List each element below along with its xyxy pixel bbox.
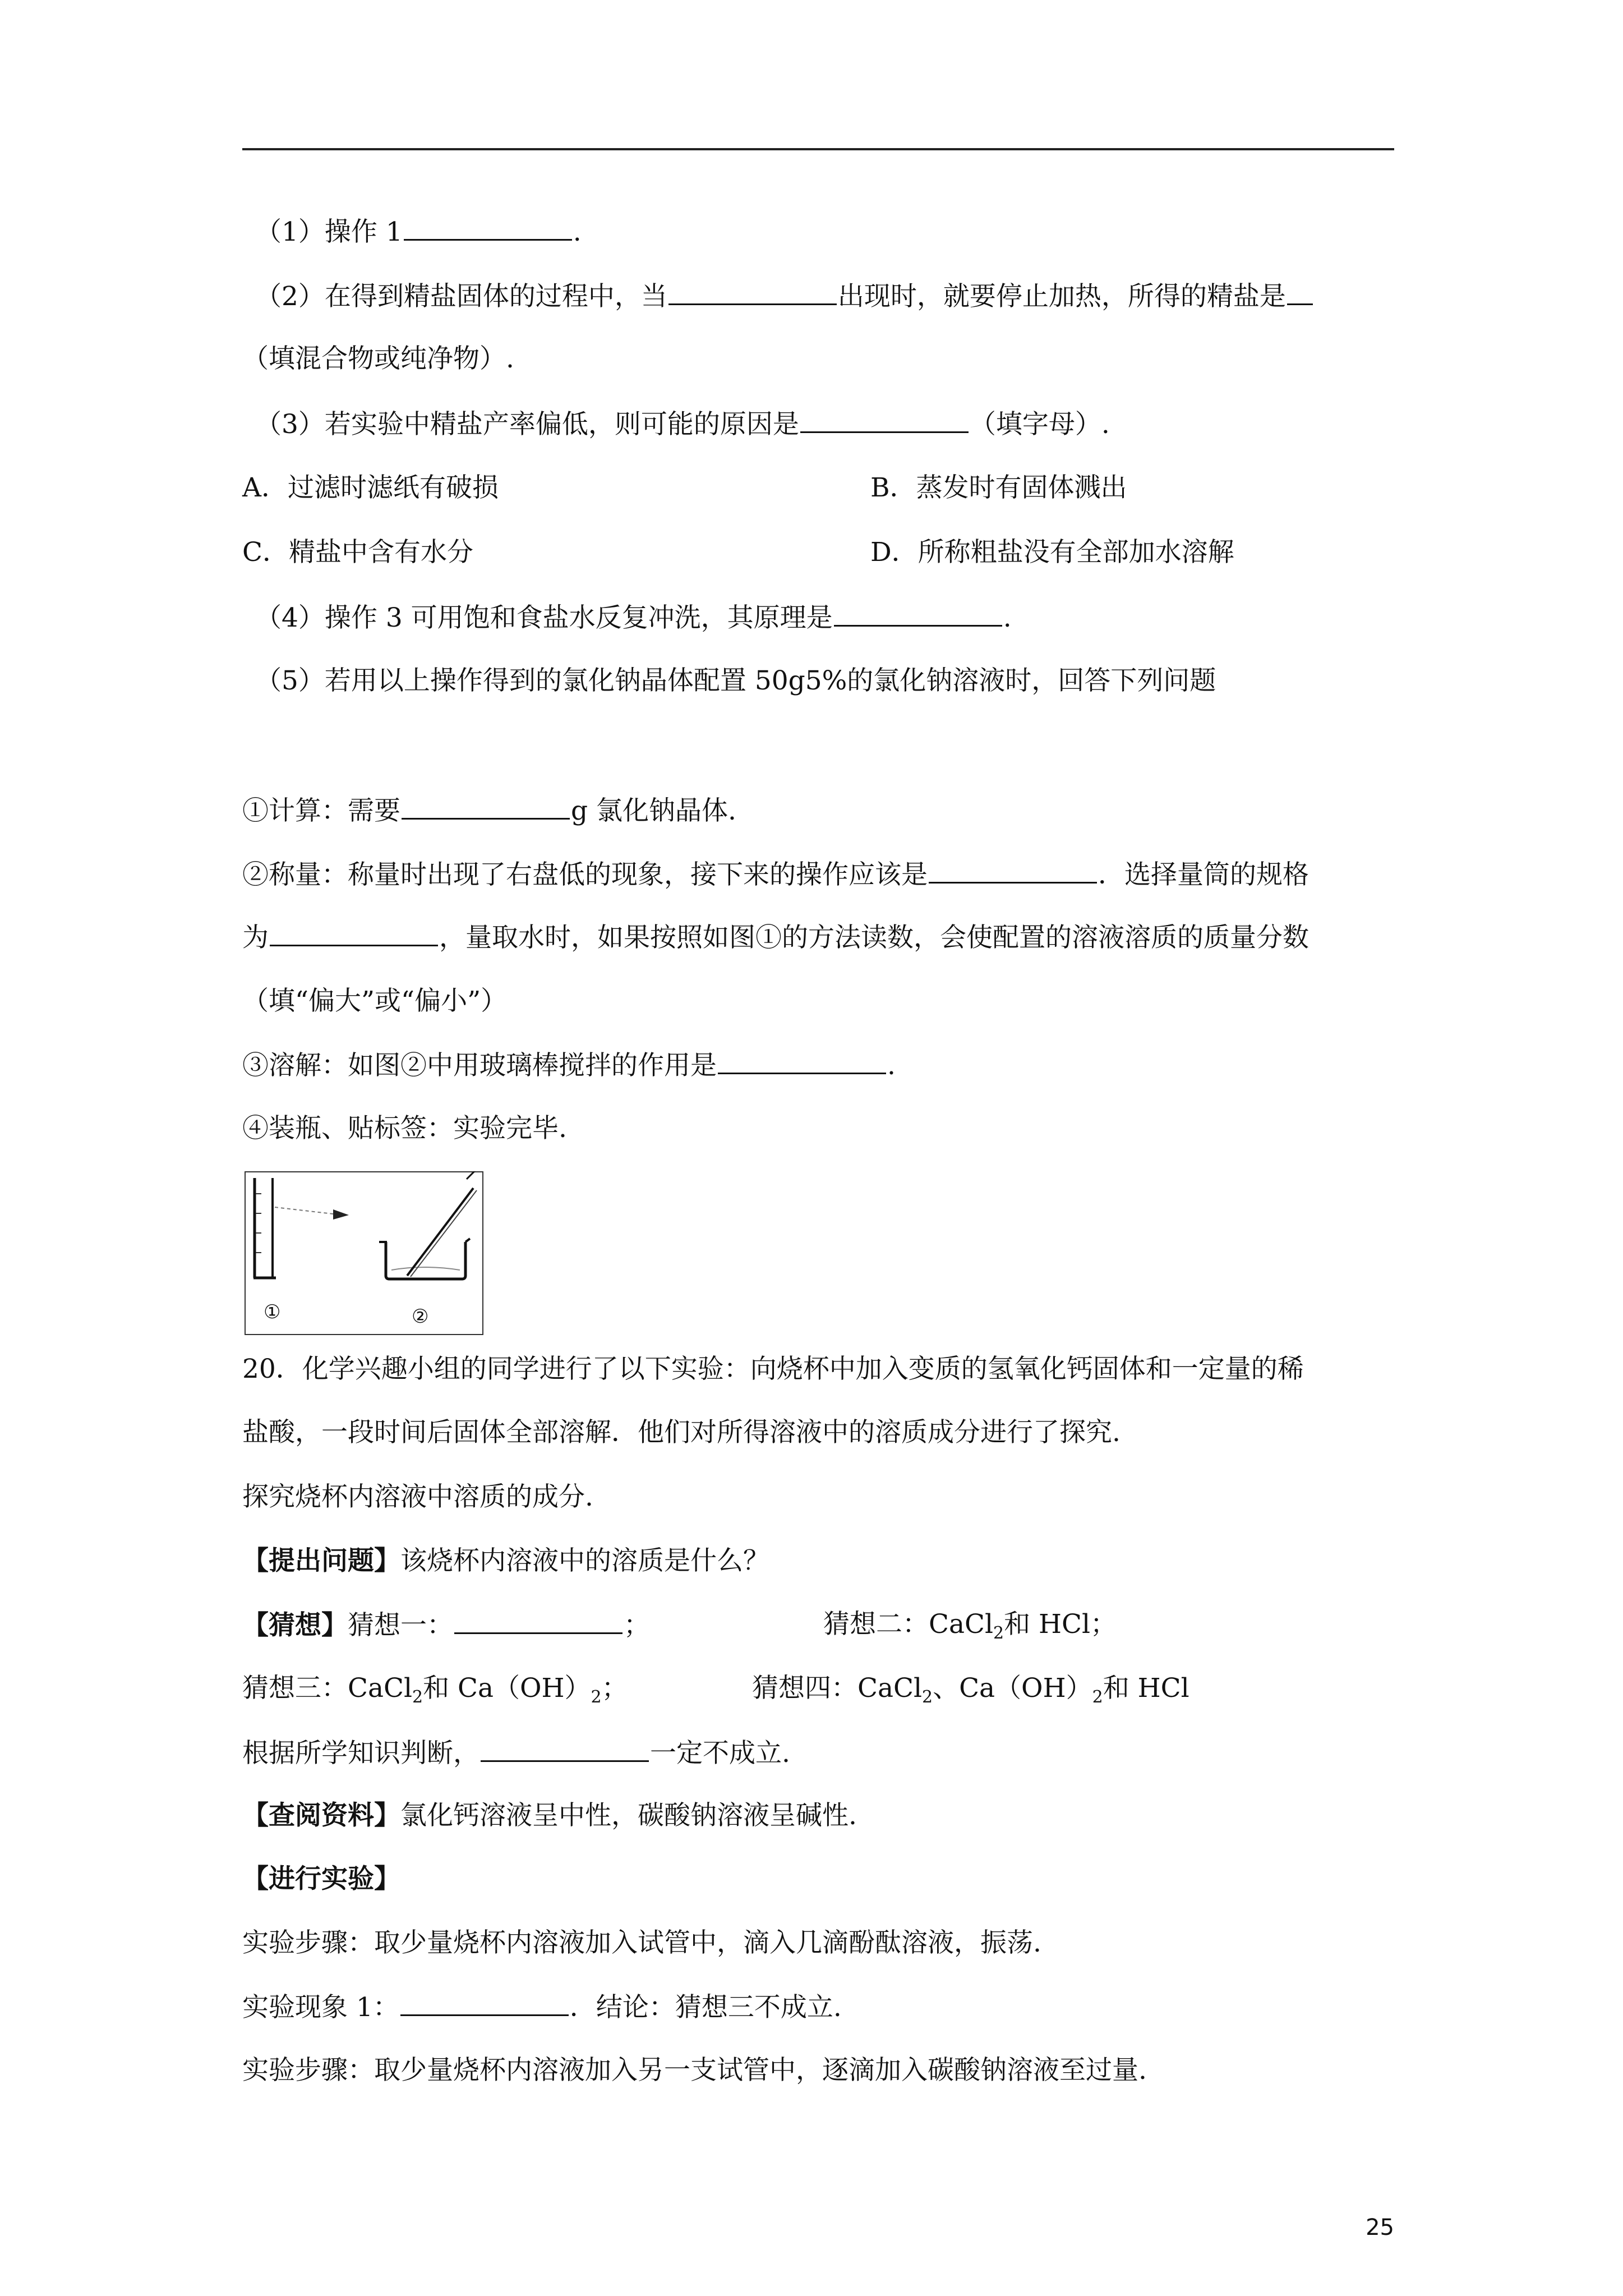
page-number: 25 (1366, 2215, 1394, 2240)
q20-step1: 实验步骤：取少量烧杯内溶液加入试管中，滴入几滴酚酞溶液，振荡. (242, 1927, 1041, 1958)
option-d: D．所称粗盐没有全部加水溶解 (870, 537, 1234, 568)
q19-part1: （1）操作 1 . (255, 214, 582, 249)
q19-step-bottle: ④装瓶、贴标签：实验完毕. (242, 1113, 567, 1144)
q19-options-row1 (242, 471, 1127, 505)
answer-blank[interactable] (668, 279, 837, 305)
q19-step-calc: ①计算：需要 g 氯化钠晶体. (242, 793, 736, 828)
guess-3: 猜想三：CaCl$_2$和 $Ca(OH)_2$； (242, 1673, 628, 1707)
answer-blank[interactable] (800, 407, 969, 433)
figure-label-1: ① (264, 1301, 281, 1323)
answer-blank[interactable] (834, 600, 1002, 627)
q20-phenomenon1: 实验现象 1： ．结论：猜想三不成立. (242, 1990, 842, 2024)
q20-step2: 实验步骤：取少量烧杯内溶液加入另一支试管中，逐滴加入碳酸钠溶液至过量. (242, 2055, 1147, 2086)
q20-explore: 探究烧杯内溶液中溶质的成分. (242, 1481, 593, 1512)
section-heading: 【猜想】 (242, 1610, 348, 1641)
answer-blank[interactable] (481, 1736, 649, 1762)
q20-intro-line1: 20．化学兴趣小组的同学进行了以下实验：向烧杯中加入变质的氢氧化钙固体和一定量的稀 (242, 1354, 1304, 1384)
q19-step-weigh-cont2: （填“偏大”或“偏小”） (242, 986, 508, 1016)
q20-intro-line2: 盐酸，一段时间后固体全部溶解．他们对所得溶液中的溶质成分进行了探究. (242, 1417, 1121, 1448)
option-b: B．蒸发时有固体溅出 (870, 472, 1127, 503)
answer-blank[interactable] (718, 1048, 886, 1074)
answer-blank[interactable] (454, 1608, 623, 1634)
q20-ask: 【提出问题】该烧杯内溶液中的溶质是什么？ (242, 1545, 769, 1576)
option-c: C．精盐中含有水分 (242, 537, 473, 568)
section-heading: 【进行实验】 (242, 1864, 400, 1894)
q20-judge: 根据所学知识判断， 一定不成立. (242, 1736, 790, 1770)
option-a: A．过滤时滤纸有破损 (242, 472, 499, 503)
guess-4: 猜想四：CaCl$_2$、$Ca(OH)_2$和 HCl (752, 1673, 1189, 1707)
q19-part3: （3）若实验中精盐产率偏低，则可能的原因是 （填字母）. (255, 407, 1110, 441)
answer-blank[interactable] (1287, 279, 1313, 305)
answer-blank[interactable] (929, 857, 1097, 884)
section-heading: 【查阅资料】 (242, 1800, 400, 1831)
q19-part4: （4）操作 3 可用饱和食盐水反复冲洗，其原理是 . (255, 600, 1012, 635)
guess-2: 猜想二：CaCl$_2$和 HCl； (823, 1609, 1117, 1643)
q20-reference: 【查阅资料】氯化钙溶液呈中性，碳酸钠溶液呈碱性. (242, 1800, 857, 1831)
q19-part2-cont: （填混合物或纯净物）. (242, 343, 514, 374)
q20-guess-row1: 【猜想】猜想一： ； 猜想二：CaCl$_2$和 HCl； (242, 1609, 1117, 1643)
answer-blank[interactable] (404, 214, 572, 241)
q19-step-weigh-cont: 为 ，量取水时，如果按照如图①的方法读数，会使配置的溶液溶质的质量分数 (242, 920, 1309, 955)
header-rule (242, 148, 1394, 150)
answer-blank[interactable] (270, 920, 438, 946)
q19-step-weigh: ②称量：称量时出现了右盘低的现象，接下来的操作应该是 ．选择量筒的规格 (242, 857, 1309, 892)
q19-part2: （2）在得到精盐固体的过程中，当 出现时，就要停止加热，所得的精盐是 (255, 279, 1314, 314)
q19-options-row2 (242, 536, 1234, 569)
q20-experiment-heading (242, 1862, 400, 1896)
q19-part5: （5）若用以上操作得到的氯化钠晶体配置 50g5%的氯化钠溶液时，回答下列问题 (255, 665, 1216, 696)
q20-guess-row2 (242, 1672, 1189, 1707)
experiment-figure (245, 1171, 483, 1335)
figure-label-2: ② (412, 1305, 429, 1328)
answer-blank[interactable] (402, 793, 570, 820)
section-heading: 【提出问题】 (242, 1545, 400, 1576)
q19-step-dissolve: ③溶解：如图②中用玻璃棒搅拌的作用是 . (242, 1048, 896, 1083)
answer-blank[interactable] (400, 1990, 569, 2016)
